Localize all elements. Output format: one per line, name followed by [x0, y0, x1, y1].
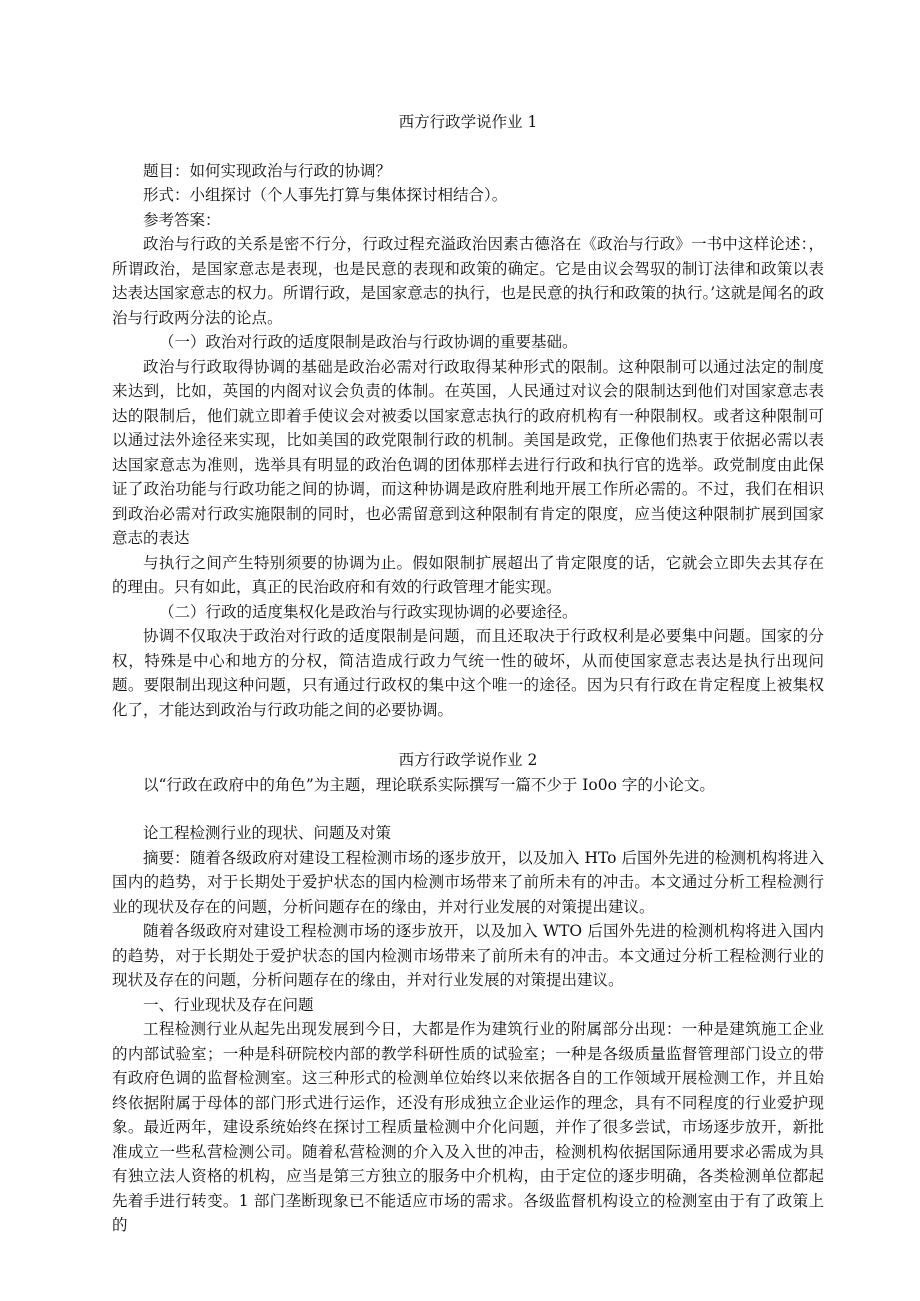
- hw1-paragraph-3: 与执行之间产生特别须要的协调为止。假如限制扩展超出了肯定限度的话，它就会立即失去其存在的理由。只有如此，真正的民治政府和有效的行政管理才能实现。: [112, 553, 824, 596]
- hw1-paragraph-4: 协调不仅取决于政治对行政的适度限制是问题，而且还取决于行政权利是必要集中问题。国家的分权，特殊是中心和地方的分权，简洁造成行政力气统一性的破坏，从而使国家意志表达是执行出现问题。要限制出现这种问题，只有通过行政权的集中这个唯一的途径。因为只有行政在肯定程度上被集权化了，才能达到政治与行政功能之间的必要协调。: [112, 627, 824, 719]
- hw1-form: 形式：小组探讨（个人事先打算与集体探讨相结合）。: [143, 186, 508, 204]
- homework-2-title: 西方行政学说作业 2: [398, 751, 538, 769]
- hw2-intro: 以“行政在政府中的角色”为主题，理论联系实际撰写一篇不少于 Io0o 字的小论文。: [143, 775, 715, 794]
- hw2-paragraph-1: 随着各级政府对建设工程检测市场的逐步放开，以及加入 WTO 后国外先进的检测机构将进入国内的趋势，对于长期处于爱护状态的国内检测市场带来了前所未有的冲击。本文通过分析工程检测行业的现状及存在的问题，分析问题存在的缘由，并对行业发展的对策提出建议。: [112, 922, 824, 989]
- hw1-heading-1: （一）政治对行政的适度限制是政治与行政协调的重要基础。: [159, 333, 578, 351]
- hw2-paragraph-2: 工程检测行业从起先出现发展到今日，大都是作为建筑行业的附属部分出现：一种是建筑施工企业的内部试验室；一种是科研院校内部的教学科研性质的试验室；一种是各级质量监督管理部门设立的带有政府色调的监督检测室。这三种形式的检测单位始终以来依据各自的工作领域开展检测工作，并且始终依据附属于母体的部门形式进行运作，还没有形成独立企业运作的理念，具有不同程度的行业爱护现象。最近两年，建设系统始终在探讨工程质量检测中介化问题，并作了很多尝试，市场逐步放开，新批准成立一些私营检测公司。随着私营检测的介入及入世的冲击，检测机构依据国际通用要求必需成为具有独立法人资格的机构，应当是第三方独立的服务中介机构，由于定位的逐步明确，各类检测单位都起先着手进行转变。1 部门垄断现象已不能适应市场的需求。各级监督机构设立的检测室由于有了政策上的: [112, 1020, 824, 1234]
- hw1-topic: 题目：如何实现政治与行政的协调？: [143, 161, 392, 180]
- hw1-paragraph-2: 政治与行政取得协调的基础是政治必需对行政取得某种形式的限制。这种限制可以通过法定的制度来达到，比如，英国的内阁对议会负责的体制。在英国，人民通过对议会的限制达到他们对国家意志表达的限制后，他们就立即着手使议会对被委以国家意志执行的政府机构有一种限制权。或者这种限制可以通过法外途径来实现，比如美国的政党限制行政的机制。美国是政党，正像他们热衷于依据必需以表达国家意志为准则，选举具有明显的政治色调的团体那样去进行行政和执行官的选举。政党制度由此保证了政治功能与行政功能之间的协调，而这种协调是政府胜利地开展工作所必需的。不过，我们在相识到政治必需对行政实施限制的同时，也必需留意到这种限制有肯定的限度，应当使这种限制扩展到国家意志的表达: [112, 357, 824, 547]
- hw2-heading-1: 一、行业现状及存在问题: [143, 995, 314, 1014]
- hw2-abstract: 摘要：随着各级政府对建设工程检测市场的逐步放开，以及加入 HTo 后国外先进的检测机构将进入国内的趋势，对于长期处于爱护状态的国内检测市场带来了前所未有的冲击。本文通过分析工程检测行业的现状及存在的问题，分析问题存在的缘由，并对行业发展的对策提出建议。: [112, 848, 824, 916]
- hw1-paragraph-1: 政治与行政的关系是密不行分，行政过程充溢政治因素古德洛在《政治与行政》一书中这样论述：，所谓政治，是国家意志是表现，也是民意的表现和政策的确定。它是由议会驾驭的制订法律和政策以表达表达国家意志的权力。所谓行政，是国家意志的执行，也是民意的执行和政策的执行。’这就是闻名的政治与行政两分法的论点。: [112, 235, 824, 327]
- hw1-heading-2: （二）行政的适度集权化是政治与行政实现协调的必要途径。: [159, 602, 578, 621]
- blank-line: [112, 797, 824, 821]
- hw2-essay-title: 论工程检测行业的现状、问题及对策: [143, 824, 392, 842]
- document-page: [112, 96, 824, 1238]
- homework-1-title: 西方行政学说作业 1: [398, 113, 538, 131]
- hw1-reference-label: 参考答案：: [143, 210, 221, 229]
